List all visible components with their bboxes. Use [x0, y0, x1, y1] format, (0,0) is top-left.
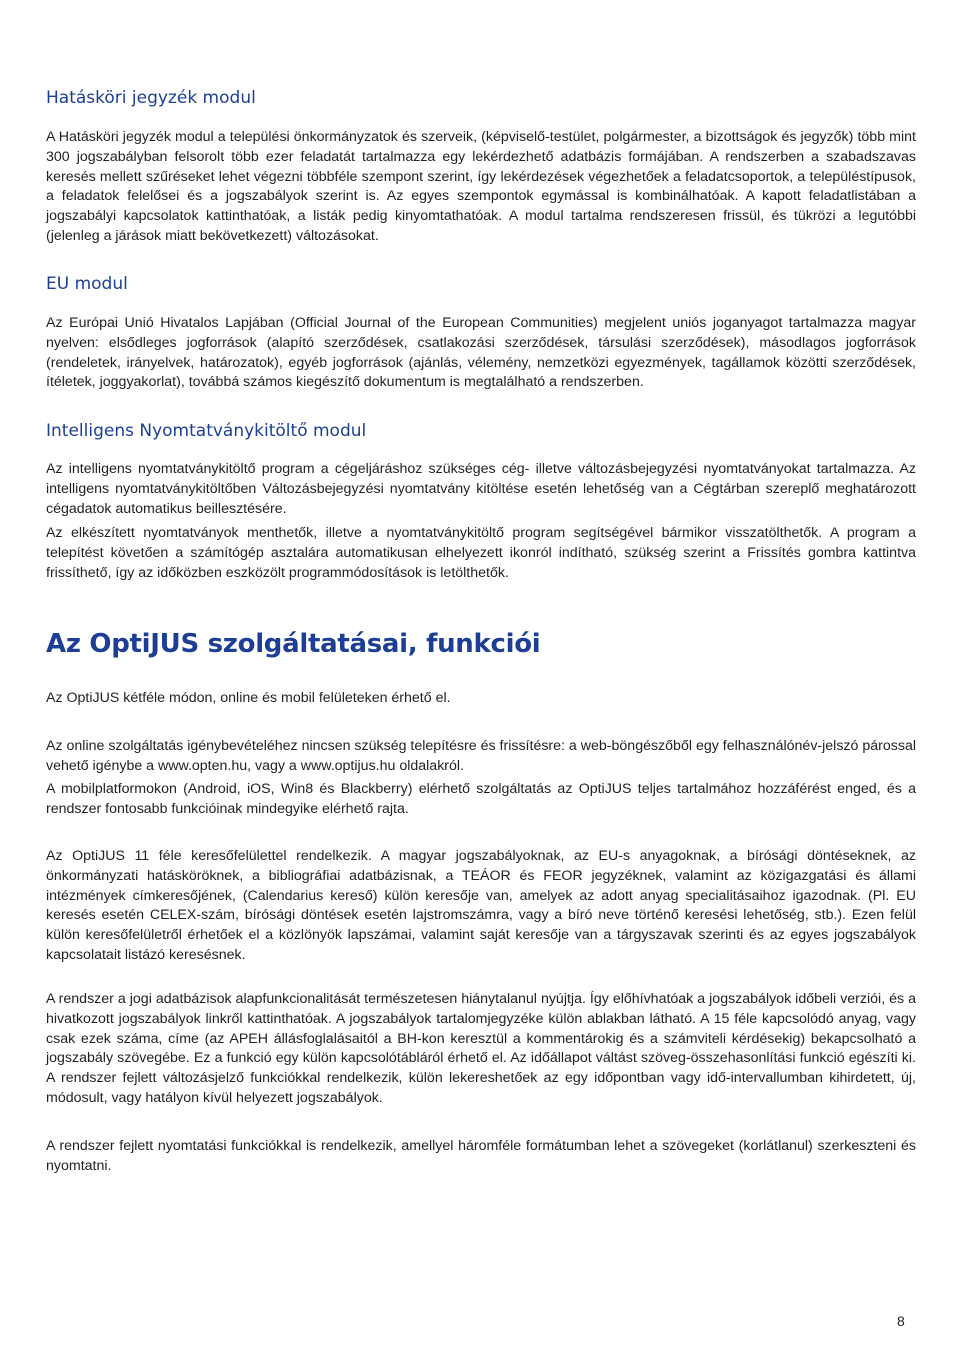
main-heading-optijus: Az OptiJUS szolgáltatásai, funkciói	[46, 629, 541, 659]
paragraph-optijus-5: A rendszer a jogi adatbázisok alapfunkcionalitását természetesen hiánytalanul nyújtja. Így előhívhatóak a jogszabályok időbeli verziói, és a hivatkozott jogszabályok linkről kattinthatóak. A jogszabályok tartalomjegyzéke külön ablakban látható. A 15 féle kapcsolódó anyag, vagy csak ezek száma, címe (az APEH állásfoglalásaitól a BH-kon keresztül a kommentárokig és a számviteli kérdésekig) bekapcsolható a jogszabály szövegébe. Ez a funkció egy külön kapcsolótábláról érhető el. Az időállapot váltást szöveg-összehasonlítási funkció egészíti ki. A rendszer fejlett változásjelző funkciókkal rendelkezik, külön lekereshetőek az egy időpontban vagy idő-intervallumban kihirdetett, új, módosult, vagy hatályon kívül helyezett jogszabályok.	[46, 991, 916, 1106]
paragraph-eu: Az Európai Unió Hivatalos Lapjában (Official Journal of the European Communities) megjelent uniós joganyagot tartalmazza magyar nyelven: elsődleges jogforrások (alapító szerződések, csatlakozási szerződések, társulási szerződések), másodlagos jogforrások (rendeletek, irányelvek, határozatok), egyéb jogforrások (ajánlás, vélemény, nemzetközi egyezmények, tagállamok közötti szerződések, ítéletek, joggyakorlat), továbbá számos kiegészítő dokumentum is megtalálható a rendszerben.	[46, 315, 916, 391]
section-heading-hataskori: Hatásköri jegyzék modul	[46, 88, 256, 108]
paragraph-optijus-1: Az OptiJUS kétféle módon, online és mobil felületeken érhető el.	[46, 690, 451, 706]
paragraph-nyomtatvany-1: Az intelligens nyomtatványkitöltő program a cégeljáráshoz szükséges cég- illetve változásbejegyzési nyomtatványokat tartalmazza. Az intelligens nyomtatványkitöltőben Változásbejegyzési nyomtatvány kitöltése esetén lehetőség van a Cégtárban szereplő meghatározott cégadatok automatikus beillesztésére.	[46, 461, 916, 517]
section-heading-nyomtatvany: Intelligens Nyomtatványkitöltő modul	[46, 421, 367, 441]
paragraph-optijus-3: A mobilplatformokon (Android, iOS, Win8 és Blackberry) elérhető szolgáltatás az OptiJUS teljes tartalmához hozzáférést enged, és a rendszer fontosabb funkcióinak mindegyike elérhető rajta.	[46, 781, 916, 817]
paragraph-optijus-4: Az OptiJUS 11 féle keresőfelülettel rendelkezik. A magyar jogszabályoknak, az EU-s anyagoknak, a bírósági döntéseknek, az önkormányzati hatásköröknek, a bibliográfiai adatbázisnak, a TEÁOR és FEOR jegyzéknek, valamint az közigazgatási és állami intézmények címkeresőjének, (Calendarius kereső) külön keresője van, amelyek az adott anyag specialitásaihoz igazodnak. (Pl. EU keresés esetén CELEX-szám, bírósági döntések esetén lajstromszámra, vagy a bíró neve történő keresési lehetőség, stb.). Ezen felül külön keresőfelületről érhetőek el a közlönyök lapszámai, valamint saját keresője van a tárgyszavak szerinti és az egyes jogszabályok kapcsolatait listázó keresésnek.	[46, 848, 916, 963]
paragraph-optijus-2: Az online szolgáltatás igénybevételéhez nincsen szükség telepítésre és frissítésre: a web-böngészőből egy felhasználónév-jelszó párossal vehető igénybe a www.opten.hu, vagy a www.optijus.hu oldalakról.	[46, 738, 916, 774]
paragraph-hataskori: A Hatásköri jegyzék modul a települési önkormányzatok és szerveik, (képviselő-testület, polgármester, a bizottságok és jegyzők) több mint 300 jogszabályban felsorolt több ezer feladatát tartalmazza egy lekérdezhető adatbázis formájában. A rendszerben a szabadszavas keresés mellett szűréseket lehet végezni többféle szempont szerint, így lekérdezések végezhetőek a feladatcsoportok, a településtípusok, a feladatok felelősei és a jogszabályok szerint is. Az egyes szempontok egymással is kombinálhatóak. A kapott feladatlistában a jogszabályi kapcsolatok kattinthatóak, a listák pedig kinyomtathatóak. A modul tartalma rendszeresen frissül, és tükrözi a legutóbbi (jelenleg a járások miatt bekövetkezett) változásokat.	[46, 129, 916, 244]
paragraph-nyomtatvany-2: Az elkészített nyomtatványok menthetők, illetve a nyomtatványkitöltő program segítségével bármikor visszatölthetők. A program a telepítést követően a számítógép asztalára automatikusan elhelyezett ikonról indítható, szükség szerint a Frissítés gombra kattintva frissíthető, így az időközben eszközölt programmódosítások is letölthetők.	[46, 525, 916, 581]
paragraph-optijus-6: A rendszer fejlett nyomtatási funkciókkal is rendelkezik, amellyel háromféle formátumban lehet a szövegeket (korlátlanul) szerkeszteni és nyomtatni.	[46, 1138, 916, 1174]
page-number: 8	[897, 1313, 905, 1329]
section-heading-eu: EU modul	[46, 274, 128, 294]
